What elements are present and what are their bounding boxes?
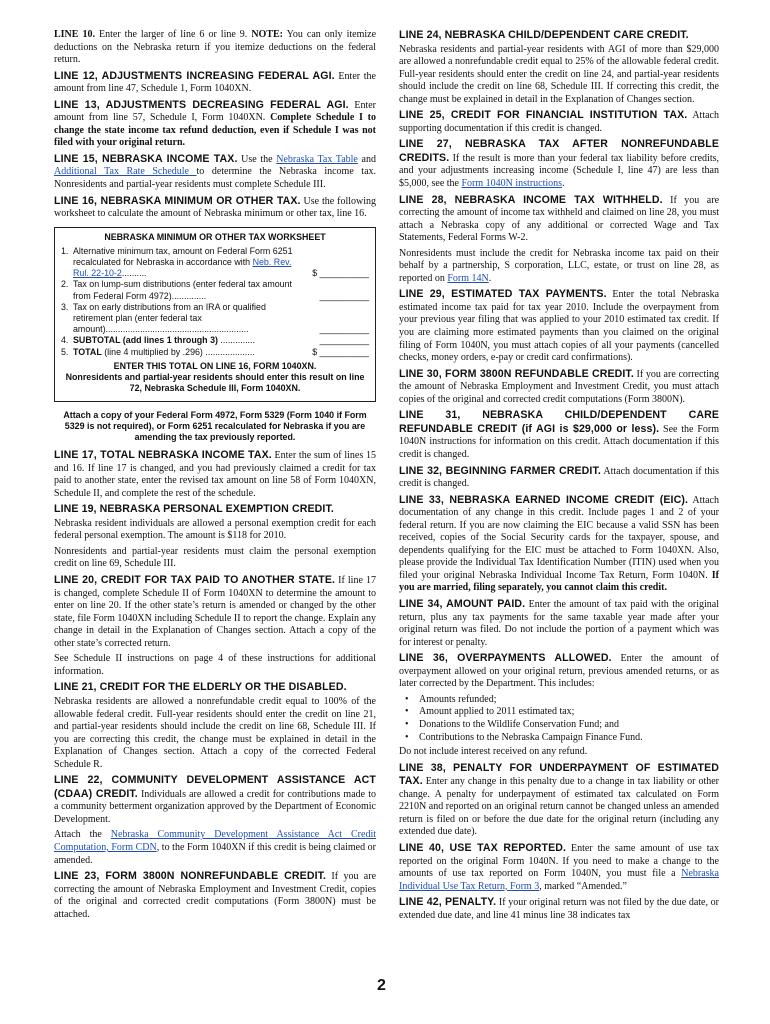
worksheet-line-1: 1. Alternative minimum tax, amount on Federal Form 6251 recalculated for Nebraska in accordance with Neb. Rev. Rul. 22-10-2.......... $ __________ [61, 245, 369, 279]
line-34: LINE 34, AMOUNT PAID. Enter the amount of tax paid with the original return, plus any tax payments for the same taxable year made after your original return was filed. Do not include the portion of a payment which was for interest or penalty. [399, 597, 719, 648]
line-24-text: Nebraska residents and partial-year residents with AGI of more than $29,000 are allowed a nonrefundable credit equal to 25% of the allowable federal credit. Full-year residents should enter the credit on line 24, and partial-year residents should include the credit on line 68, Schedule III. If correcting this credit, the change must be explained in detail in the Explanation of Changes section. [399, 43, 719, 105]
line-20-text-2: See Schedule II instructions on page 4 of these instructions for additional information. [54, 653, 376, 677]
page-number: 2 [377, 977, 386, 994]
line-25: LINE 25, CREDIT FOR FINANCIAL INSTITUTION TAX. Attach supporting documentation if this credit is changed. [399, 109, 719, 134]
list-item: • Amount applied to 2011 estimated tax; [399, 706, 719, 719]
use-tax-return-link[interactable]: Nebraska Individual Use Tax Return, Form 3 [399, 868, 719, 892]
line-42: LINE 42, PENALTY. If your original return was not filed by the due date, or extended due date, and line 41 minus line 38 indicates tax [399, 896, 719, 921]
additional-tax-rate-schedule-link[interactable]: Additional Tax Rate Schedule [54, 166, 197, 178]
line-21-heading: LINE 21, CREDIT FOR THE ELDERLY OR THE DISABLED. [54, 681, 347, 694]
worksheet-line-4: 4. SUBTOTAL (add lines 1 through 3) .............. __________ [61, 335, 369, 346]
left-column [54, 29, 376, 924]
attach-note: Attach a copy of your Federal Form 4972, Form 5329 (Form 1040 if Form 5329 is not required), or Form 6251 recalculated for Nebraska if you are amending the tax previously reported. [63, 409, 367, 442]
form-14n-link[interactable]: Form 14N [447, 272, 489, 284]
line-22: LINE 22, COMMUNITY DEVELOPMENT ASSISTANCE ACT (CDAA) CREDIT. Individuals are allowed a credit for contributions made to a community betterment organization approved by the Department of Economic Development. [54, 774, 376, 825]
line-24-heading: LINE 24, NEBRASKA CHILD/DEPENDENT CARE CREDIT. [399, 29, 689, 41]
list-item: • Contributions to the Nebraska Campaign Finance Fund. [399, 732, 719, 745]
worksheet-amount-3: __________ [319, 324, 369, 335]
line-20: LINE 20, CREDIT FOR TAX PAID TO ANOTHER STATE. If line 17 is changed, complete Schedule II of Form 1040XN to determine the amount to enter on line 20. If the other state’s return is amended or changed by the other state, file Form 1040XN including Schedule II to report the change. Explain any change in detail in the Explanation of Changes section. Attach a copy of the other state’s corrected return. [54, 574, 376, 649]
line-27: LINE 27, NEBRASKA TAX AFTER NONREFUNDABLE CREDITS. If the result is more than your federal tax liability before credits, and your adjustments increasing income (Schedule I, line 47) are less than $5,000, see the Form 1040N instructions. [399, 138, 719, 190]
line-28: LINE 28, NEBRASKA INCOME TAX WITHHELD. If you are correcting the amount of income tax withheld and claimed on line 28, you must attach a Nebraska copy of any additional or corrected Wage and Tax Statements, Federal Forms W-2. [399, 193, 720, 244]
line-36: LINE 36, OVERPAYMENTS ALLOWED. Enter the amount of overpayment allowed on your original return, previous amended returns, or as later corrected by the Department. This includes: [399, 652, 719, 690]
list-item: • Donations to the Wildlife Conservation Fund; and [399, 719, 719, 732]
line-40: LINE 40, USE TAX REPORTED. Enter the same amount of use tax reported on the original Form 1040N. If you need to make a change to the amounts of use tax reported on Form 1040N, you must file a Nebraska Individual Use Tax Return, Form 3, marked “Amended.” [399, 842, 719, 892]
line-29: LINE 29, ESTIMATED TAX PAYMENTS. Enter the total Nebraska estimated income tax paid for tax year 2010. Include the overpayment from your previous year filing that was applied to your 2010 estimated tax credit. If you are claiming more estimated payments than you claimed on the original filing of Form 1040N, you must attach copies of all your payments (cancelled checks, money orders, e-pay or credit card confirmations). [399, 288, 720, 364]
neb-rev-rul-link[interactable]: Neb. Rev. Rul. 22-10-2 [73, 257, 292, 279]
form-cdn-link[interactable]: Nebraska Community Development Assistance Act Credit Computation, Form CDN [54, 829, 376, 853]
line-13: LINE 13, ADJUSTMENTS DECREASING FEDERAL AGI. Enter amount from line 57, Schedule I, Form 1040XN. Complete Schedule I to change the state income tax refund deduction, even if Schedule I was not filed with your original return. [54, 98, 377, 149]
list-item: • Amounts refunded; [399, 694, 719, 707]
worksheet-instruction: ENTER THIS TOTAL ON LINE 16, FORM 1040XN. [113, 360, 317, 371]
line-16: LINE 16, NEBRASKA MINIMUM OR OTHER TAX. Use the following worksheet to calculate the amount of Nebraska minimum or other tax, line 16. [54, 194, 376, 220]
form-1040n-instructions-link[interactable]: Form 1040N instructions [461, 178, 563, 190]
line-23: LINE 23, FORM 3800N NONREFUNDABLE CREDIT. If you are correcting the amount of Nebraska Employment and Investment Credit, copies of the original and corrected credit computations (Form 3800N) must be attached. [54, 870, 377, 920]
line-28-text-2: Nonresidents must include the credit for Nebraska income tax paid on their behalf by a partnership, S corporation, LLC, estate, or trust on line 28, as reported on Form 14N. [399, 247, 719, 284]
worksheet-line-5: 5. TOTAL (line 4 multiplied by .296) .................... $ __________ [61, 346, 369, 357]
line-32: LINE 32, BEGINNING FARMER CREDIT. Attach documentation if this credit is changed. [399, 464, 719, 490]
line-10: LINE 10. Enter the larger of line 6 or line 9. NOTE: You can only itemize deductions on the Nebraska return if you itemize deductions on the federal return. [54, 29, 377, 66]
nebraska-tax-table-link[interactable]: Nebraska Tax Table [276, 153, 358, 165]
line-12: LINE 12, ADJUSTMENTS INCREASING FEDERAL AGI. Enter the amount from line 47, Schedule 1, Form 1040XN. [54, 69, 376, 95]
line-38: LINE 38, PENALTY FOR UNDERPAYMENT OF ESTIMATED TAX. Enter any change in this penalty due to a change in tax liability or other change. A penalty for underpayment of estimated tax calculated on Form 2210N and reported on an original return cannot be changed unless an amended return is filed on or before the due date for the original return (including any extended due date). [399, 761, 719, 838]
worksheet-title: NEBRASKA MINIMUM OR OTHER TAX WORKSHEET [104, 231, 326, 242]
worksheet-line-2: 2. Tax on lump-sum distributions (enter federal tax amount from Federal Form 4972).............. __________ [61, 279, 369, 301]
worksheet-amount-2: __________ [319, 290, 369, 301]
right-column [399, 29, 719, 925]
line-30: LINE 30, FORM 3800N REFUNDABLE CREDIT. If you are correcting the amount of Nebraska Employment and Investment Credit, you must attach copies of the original and corrected credit computations (Form 3800N). [399, 367, 719, 405]
line-36-text-2: Do not include interest received on any refund. [399, 746, 588, 758]
line-19-heading: LINE 19, NEBRASKA PERSONAL EXEMPTION CREDIT. [54, 503, 334, 516]
worksheet-amount-1: $ __________ [312, 268, 369, 279]
line-19-text-2: Nonresidents and partial-year residents must claim the personal exemption credit on line 69, Schedule III. [54, 545, 376, 570]
worksheet-amount-4: __________ [319, 335, 369, 346]
overpayment-list [399, 694, 719, 744]
minimum-tax-worksheet [54, 227, 376, 402]
line-17: LINE 17, TOTAL NEBRASKA INCOME TAX. Enter the sum of lines 15 and 16. If line 17 is changed, and you had previously claimed a credit for tax paid to another state, enter the revised tax amount on line 58 of Form 1040XN, Schedule II, and complete the rest of the schedule. [54, 449, 376, 499]
worksheet-line-3: 3. Tax on early distributions from an IRA or qualified retirement plan (enter federal tax amount).......................................................... __________ [61, 301, 369, 335]
worksheet-amount-5: $ __________ [312, 346, 369, 357]
line-22-text-2: Attach the Nebraska Community Development Assistance Act Credit Computation, Form CDN, to the Form 1040XN if this credit is being claimed or amended. [54, 829, 377, 866]
line-21-text: Nebraska residents are allowed a nonrefundable credit equal to 100% of the allowable federal credit. Full-year residents should enter the credit on line 21, and partial-year residents should include the credit on line 68, Schedule III. If you are correcting this credit, the change must be explained in detail in the Explanation of Changes section. Attach a copy of the corrected Federal Schedule R. [54, 695, 376, 770]
worksheet-nonresident-note: Nonresidents and partial-year residents should enter this result on line 72, Nebraska Schedule III, Form 1040XN. [65, 372, 365, 394]
line-15: LINE 15, NEBRASKA INCOME TAX. Use the Nebraska Tax Table and Additional Tax Rate Schedule to determine the Nebraska income tax. Nonresidents and partial-year residents must complete Schedule III. [54, 152, 377, 191]
line-31: LINE 31, NEBRASKA CHILD/DEPENDENT CARE REFUNDABLE CREDIT (if AGI is $29,000 or less). See the Form 1040N instructions for information on this credit. Attach documentation if this credit is changed. [399, 409, 719, 460]
line-19-text: Nebraska resident individuals are allowed a personal exemption credit for each federal personal exemption. The amount is $118 for 2010. [54, 517, 376, 542]
line-33: LINE 33, NEBRASKA EARNED INCOME CREDIT (EIC). Attach documentation of any change in this credit. Include pages 1 and 2 of your federal return. If you are now claiming the EIC because a valid SSN has been received, copies of the Social Security cards for the taxpayer, spouse, and dependents qualifying for the EIC must be attached to Form 1040XN. Also, please provide the Individual Tax Identification Number (ITIN) used when you filed your original Nebraska Individual Income Tax Return, Form 1040N. If you are married, filing separately, you cannot claim this credit. [399, 493, 719, 594]
